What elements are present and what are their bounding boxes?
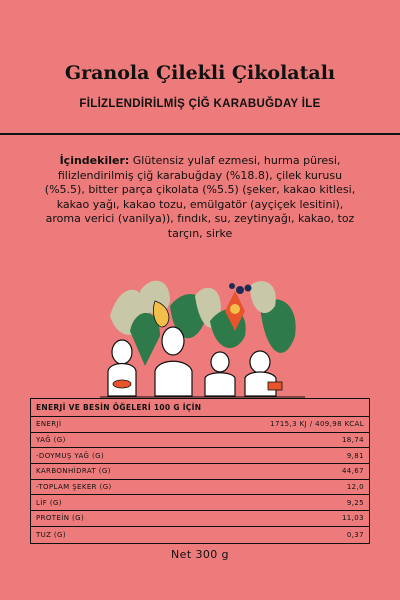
table-row: [31, 464, 369, 480]
nutrient-value: 18,74: [341, 436, 364, 445]
nutrient-value: 12,0: [346, 483, 364, 492]
product-subtitle: FİLİZLENDİRİLMİŞ ÇİĞ KARABUĞDAY İLE: [79, 98, 321, 110]
ingredients-block: [40, 154, 360, 242]
table-row: [31, 480, 369, 496]
nutrition-header: ENERJİ VE BESİN ÖĞELERİ 100 G İÇİN: [31, 399, 369, 417]
table-row: [31, 417, 369, 433]
nutrient-name: ENERJİ: [36, 420, 62, 429]
ingredients-text: Glütensiz yulaf ezmesi, hurma püresi, filizlendirilmiş çiğ karabuğday (%18.8), çilek kurusu (%5.5), bitter parça çikolata (%5.5) (şeker, kakao kitlesi, kakao yağı, kakao tozu, emülgatör (ayçiçek lesitini), aroma verici (vanilya)), fındık, su, zeytinyağı, kakao, toz tarçın, sirke: [44, 154, 356, 240]
nutrient-name: PROTEİN (G): [36, 514, 85, 523]
nutrient-value: 0,37: [346, 530, 364, 539]
divider-line: [0, 133, 400, 135]
table-row: [31, 495, 369, 511]
product-title: Granola Çilekli Çikolatalı: [64, 62, 336, 84]
table-row: [31, 433, 369, 449]
people-and-plants-illustration: [100, 276, 305, 398]
nutrient-value: 11,03: [341, 514, 364, 523]
nutrient-name: LİF (G): [36, 498, 62, 507]
nutrient-value: 44,67: [341, 467, 364, 476]
table-row: [31, 511, 369, 527]
nutrient-name: YAĞ (G): [36, 436, 66, 445]
nutrition-table: [30, 398, 370, 544]
ingredients-label: İçindekiler:: [59, 154, 130, 167]
nutrient-name: -TOPLAM ŞEKER (G): [36, 483, 112, 492]
nutrient-value: 9,25: [346, 498, 364, 507]
nutrient-value: 9,81: [346, 451, 364, 460]
net-weight: Net 300 g: [171, 548, 229, 561]
nutrient-name: TUZ (G): [36, 530, 66, 539]
nutrient-name: -DOYMUŞ YAĞ (G): [36, 451, 105, 460]
table-row: [31, 527, 369, 543]
nutrient-name: KARBONHİDRAT (G): [36, 467, 111, 476]
nutrient-value: 1715,3 KJ / 409,98 KCAL: [270, 420, 364, 429]
table-row: [31, 448, 369, 464]
